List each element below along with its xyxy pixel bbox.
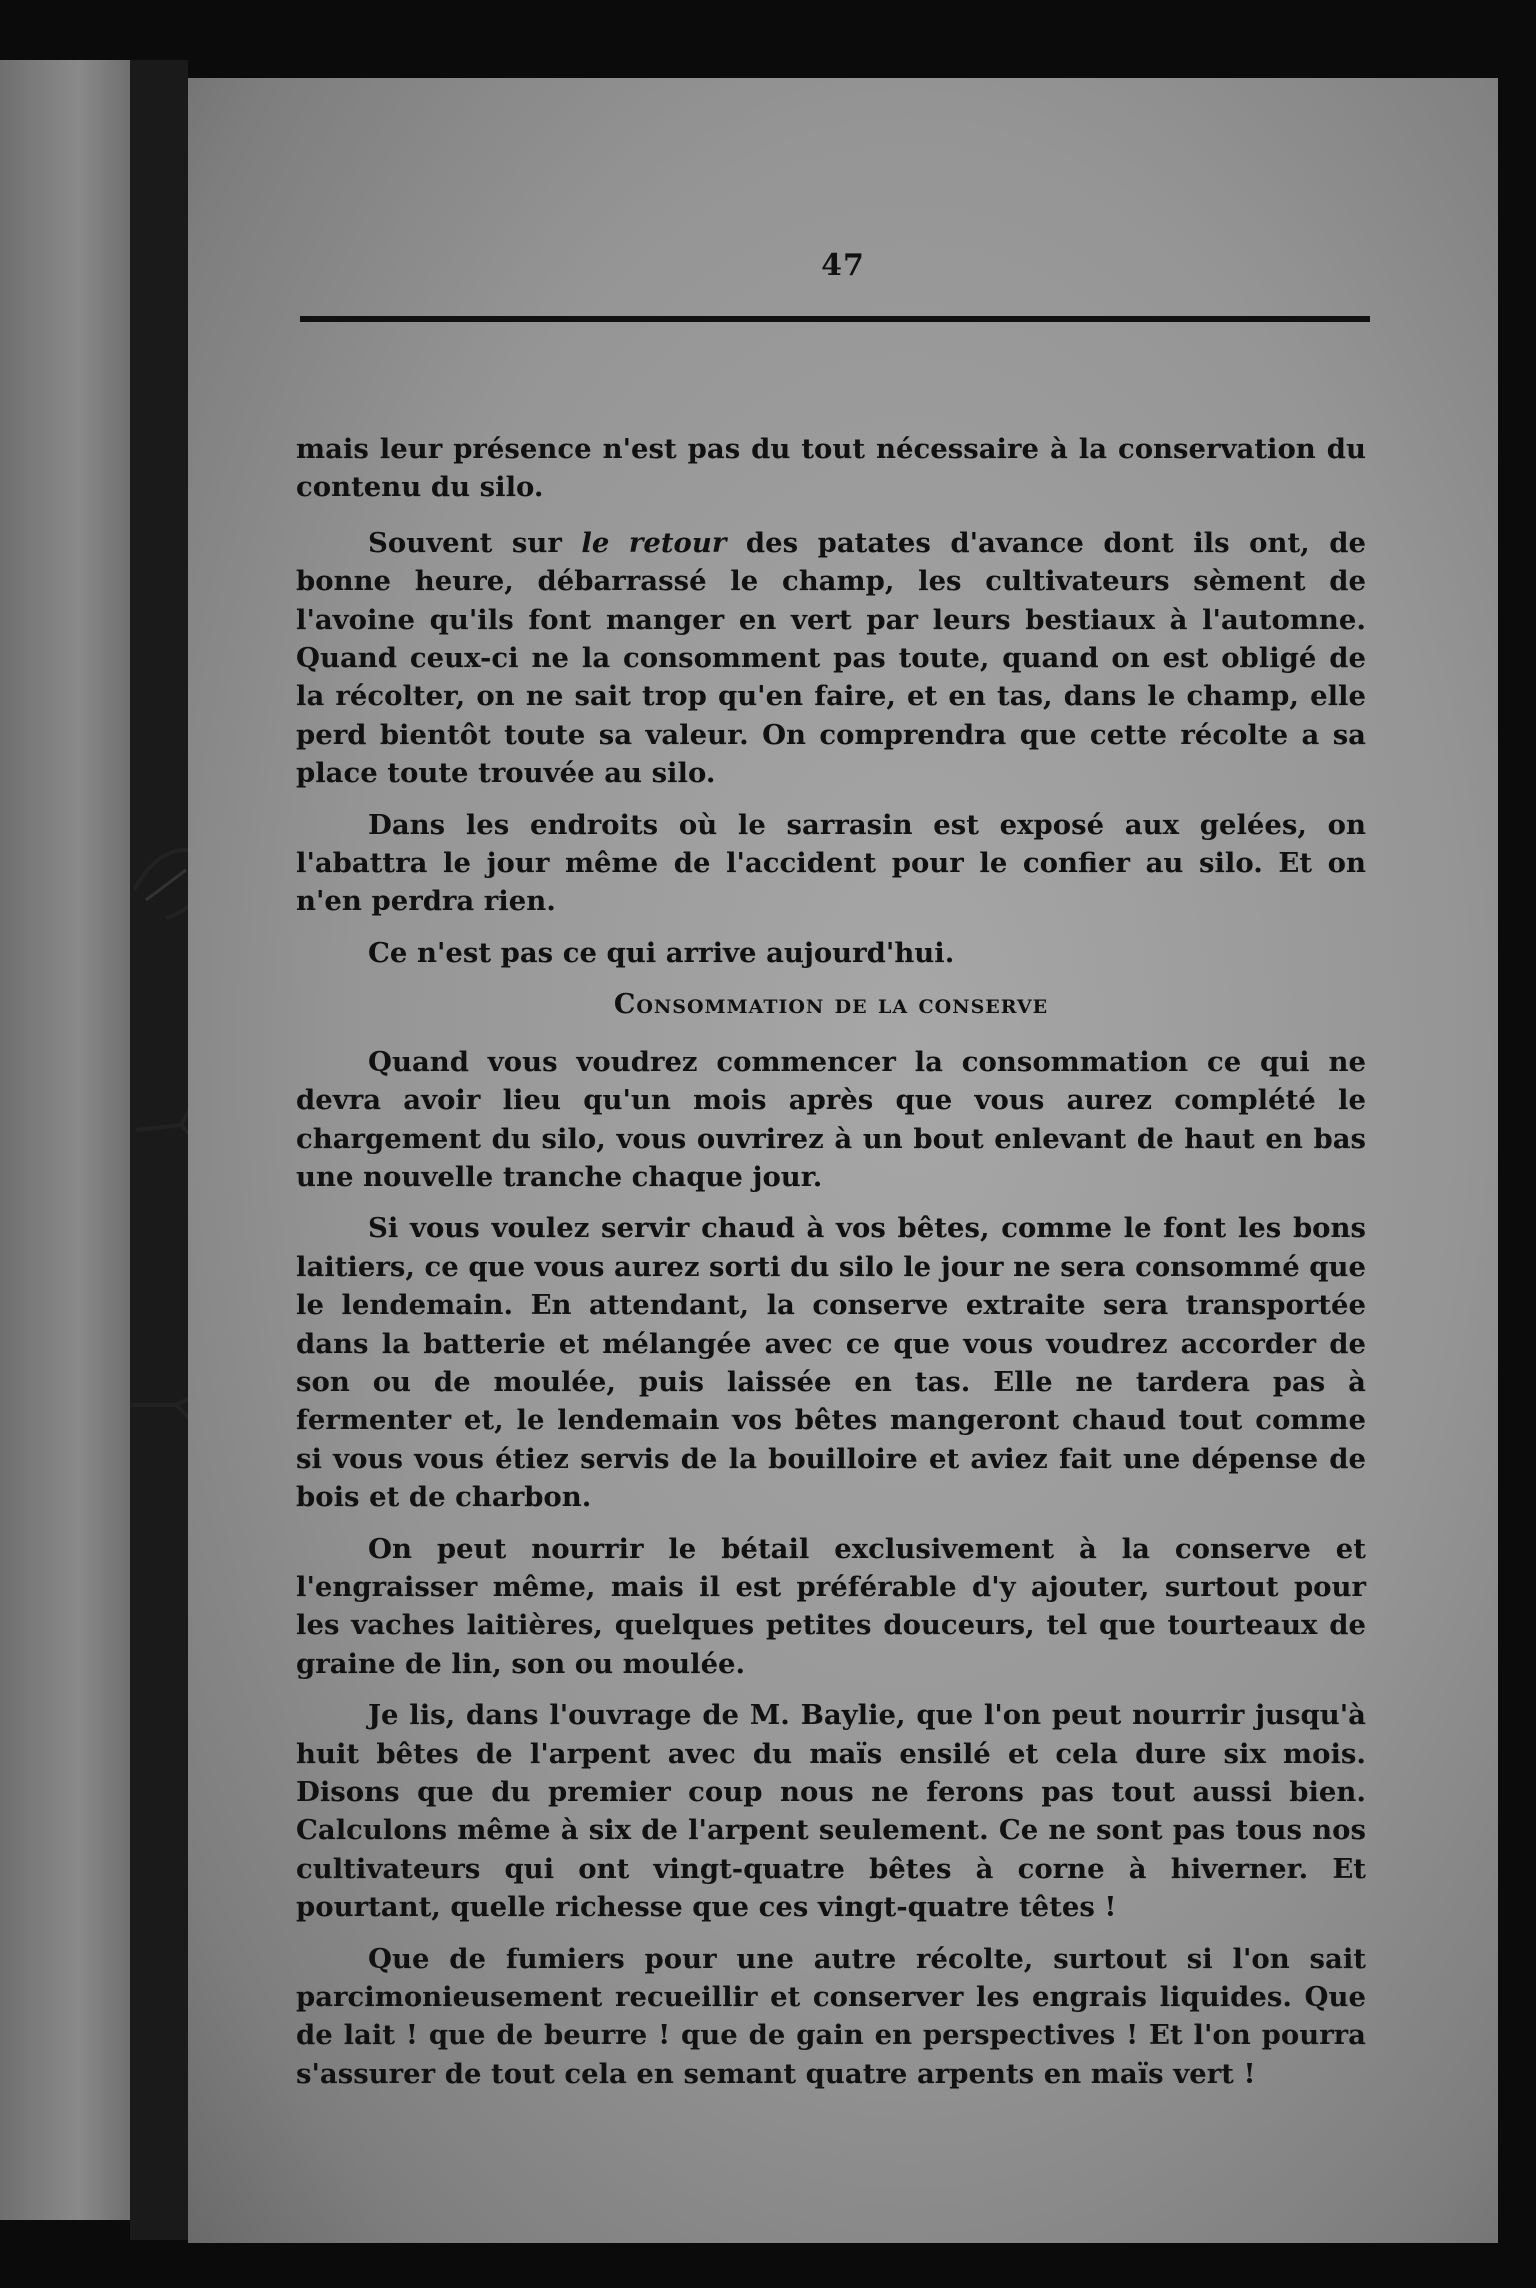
section-heading: Consommation de la conserve (613, 989, 1049, 1021)
paragraph: Si vous voulez servir chaud à vos bêtes, comme le font les bons laitiers, ce que vous aurez sorti du silo le jour ne sera consommé que le lendemain. En attendant, la conserve extraite sera transportée dans la batterie et mélangée avec ce que vous voudrez accorder de son ou de moulée, puis laissée en tas. Elle ne tardera pas à fermenter et, le lendemain vos bêtes mangeront chaud tout comme si vous vous étiez servis de la bouilloire et aviez fait une dépense de bois et de charbon. (296, 1212, 1366, 1514)
paragraph (296, 524, 1366, 793)
paragraph: Quand vous voudrez commencer la consommation ce qui ne devra avoir lieu qu'un mois après que vous aurez complété le chargement du silo, vous ouvrirez à un bout enlevant de haut en bas une nouvelle tranche chaque jour. (296, 1045, 1366, 1193)
paragraph: Que de fumiers pour une autre récolte, surtout si l'on sait parcimonieusement recueillir et conserver les engrais liquides. Que de lait ! que de beurre ! que de gain en perspectives ! Et l'on pourra s'assurer de tout cela en semant quatre arpents en maïs vert ! (296, 1942, 1366, 2090)
page-body (296, 430, 1366, 2106)
paragraph: On peut nourrir le bétail exclusivement à la conserve et l'engraisser même, mais il est préférable d'y ajouter, surtout pour les vaches laitières, quelques petites douceurs, tel que tourteaux de graine de lin, son ou moulée. (296, 1532, 1366, 1680)
facing-page-edge (0, 60, 130, 2220)
book-page (188, 78, 1498, 2243)
paragraph: Dans les endroits où le sarrasin est exposé aux gelées, on l'abattra le jour même de l'accident pour le confier au silo. Et on n'en perdra rien. (296, 808, 1366, 918)
paragraph-text: des patates d'avance dont ils ont, de bonne heure, débarrassé le champ, les cultivateurs sèment de l'avoine qu'ils font manger en vert par leurs bestiaux à l'automne. Quand ceux-ci ne la consomment pas toute, quand on est obligé de la récolter, on ne sait trop qu'en faire, et en tas, dans le champ, elle perd bientôt toute sa valeur. On comprendra que cette récolte a sa place toute trouvée au silo. (296, 526, 1366, 790)
paragraph-text: Souvent sur (368, 526, 582, 559)
paragraph: Je lis, dans l'ouvrage de M. Baylie, que l'on peut nourrir jusqu'à huit bêtes de l'arpent avec du maïs ensilé et cela dure six mois. Disons que du premier coup nous ne ferons pas tout aussi bien. Calculons même à six de l'arpent seulement. Ce ne sont pas tous nos cultivateurs qui ont vingt-quatre bêtes à corne à hiverner. Et pourtant, quelle richesse que ces vingt-quatre têtes ! (296, 1699, 1366, 1924)
header-rule (300, 316, 1370, 322)
italic-phrase: le retour (581, 526, 727, 559)
paragraph: mais leur présence n'est pas du tout nécessaire à la conservation du contenu du silo. (296, 433, 1366, 504)
page-number: 47 (821, 248, 865, 283)
paragraph: Ce n'est pas ce qui arrive aujourd'hui. (368, 936, 955, 969)
